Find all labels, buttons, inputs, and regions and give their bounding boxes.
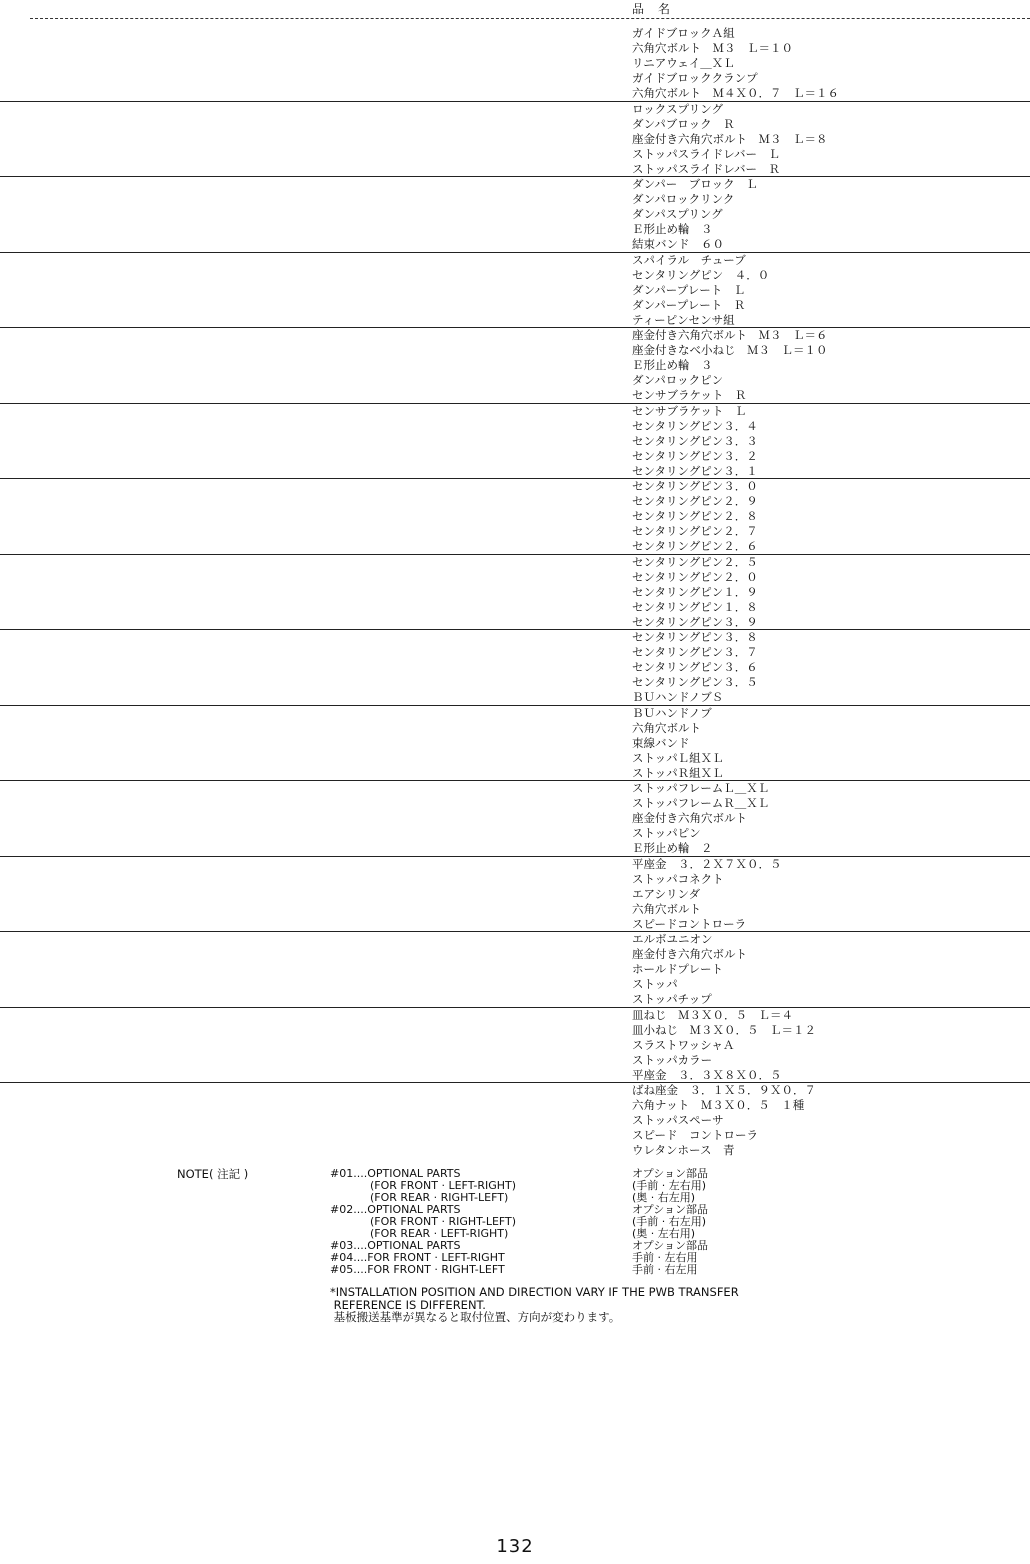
- part-name: ストッパスライドレバー Ｌ: [632, 146, 781, 161]
- note-line-en: (FOR REAR · LEFT-RIGHT): [370, 1227, 509, 1240]
- part-name: 座金付き六角穴ボルト: [632, 811, 747, 826]
- parts-group: [0, 404, 1030, 480]
- part-name: ＢＵハンドノブＳ: [632, 690, 724, 705]
- note-line-en: (FOR REAR · RIGHT-LEFT): [370, 1191, 509, 1204]
- part-name: センサブラケット Ｒ: [632, 388, 747, 403]
- note-line-ja: オプション部品: [632, 1239, 709, 1252]
- part-name: センタリングピン３．６: [632, 660, 758, 675]
- part-name: Ｅ形止め輪 ２: [632, 841, 713, 856]
- note-line-ja: 手前 · 左右用: [632, 1251, 698, 1264]
- part-name: ストッパ: [632, 977, 678, 992]
- part-name: 座金付き六角穴ボルト Ｍ３ Ｌ＝８: [632, 131, 828, 146]
- note-line-ja: (奥 · 左右用): [632, 1227, 696, 1240]
- part-name: ばね座金 ３．１Ｘ５．９Ｘ０．７: [632, 1083, 816, 1097]
- note-line-ja: (手前 · 左右用): [632, 1179, 707, 1192]
- part-name: ストッパＲ組ＸＬ: [632, 765, 724, 780]
- part-name: センタリングピン３．０: [632, 479, 758, 493]
- parts-group: [0, 26, 1030, 102]
- part-name: 六角穴ボルト: [632, 720, 701, 735]
- note-line-en: #01....OPTIONAL PARTS: [330, 1167, 461, 1180]
- part-name: スピードコントローラ: [632, 916, 747, 931]
- part-name: ガイドブロッククランプ: [632, 71, 758, 86]
- parts-group: [0, 555, 1030, 631]
- part-name: 六角穴ボルト Ｍ４Ｘ０．７ Ｌ＝１６: [632, 86, 839, 101]
- parts-group: [0, 781, 1030, 857]
- part-name: センタリングピン１．８: [632, 599, 758, 614]
- installation-note: 基板搬送基準が異なると取付位置、方向が変わります。: [330, 1310, 621, 1324]
- part-name: センタリングピン１．９: [632, 584, 758, 599]
- header-dashed-rule: [30, 18, 1030, 19]
- part-name: 平座金 ３．２Ｘ７Ｘ０．５: [632, 856, 782, 871]
- note-line-en: (FOR FRONT · LEFT-RIGHT): [370, 1179, 517, 1192]
- part-name: Ｅ形止め輪 ３: [632, 222, 713, 237]
- parts-group: [0, 1083, 1030, 1159]
- note-line-en: #02....OPTIONAL PARTS: [330, 1203, 461, 1216]
- part-name: リニアウェイ＿ＸＬ: [632, 56, 735, 71]
- parts-group: [0, 479, 1030, 555]
- part-name: ダンパロックリンク: [632, 192, 735, 207]
- part-name: ストッパチップ: [632, 992, 712, 1007]
- part-name: 束線バンド: [632, 735, 690, 750]
- part-name: センタリングピン３．７: [632, 645, 758, 660]
- part-name: センタリングピン２．９: [632, 494, 758, 509]
- parts-group: [0, 630, 1030, 706]
- part-name: ストッパフレームＬ＿ＸＬ: [632, 781, 770, 795]
- part-name: ストッパコネクト: [632, 871, 724, 886]
- part-name: エルボユニオン: [632, 932, 713, 946]
- part-name: 座金付きなべ小ねじ Ｍ３ Ｌ＝１０: [632, 343, 828, 358]
- note-line-en: #03....OPTIONAL PARTS: [330, 1239, 461, 1252]
- part-name: ストッパスライドレバー Ｒ: [632, 161, 781, 176]
- part-name: センサブラケット Ｌ: [632, 403, 747, 418]
- part-name: ストッパスペーサ: [632, 1113, 724, 1128]
- part-name: 六角穴ボルト: [632, 901, 701, 916]
- note-line-en: #05....FOR FRONT · RIGHT-LEFT: [330, 1263, 505, 1276]
- part-name: スピード コントローラ: [632, 1128, 759, 1143]
- part-name: センタリングピン２．６: [632, 539, 758, 554]
- part-name: センタリングピン２．０: [632, 569, 758, 584]
- part-name: センタリングピン３．４: [632, 418, 758, 433]
- part-name: ダンパスプリング: [632, 207, 723, 222]
- note-line-ja: 手前 · 右左用: [632, 1263, 698, 1276]
- note-line-ja: オプション部品: [632, 1167, 709, 1180]
- part-name: センタリングピン３．９: [632, 614, 758, 629]
- part-name: ダンパブロック Ｒ: [632, 116, 735, 131]
- parts-group: [0, 253, 1030, 329]
- parts-group: [0, 177, 1030, 253]
- parts-group: [0, 1008, 1030, 1084]
- part-name: ウレタンホース 青: [632, 1143, 735, 1158]
- installation-note: REFERENCE IS DIFFERENT.: [330, 1297, 486, 1312]
- notes-title: NOTE( 注記 ): [177, 1167, 249, 1181]
- part-name: センタリングピン３．５: [632, 675, 758, 690]
- part-name: スラストワッシャＡ: [632, 1037, 735, 1052]
- part-name: ストッパＬ組ＸＬ: [632, 750, 724, 765]
- part-name: 座金付き六角穴ボルト Ｍ３ Ｌ＝６: [632, 328, 828, 342]
- part-name: センタリングピン３．３: [632, 433, 758, 448]
- part-name: ガイドブロックＡ組: [632, 26, 735, 40]
- part-name: ロックスプリング: [632, 101, 723, 116]
- part-name: 皿ねじ Ｍ３Ｘ０．５ Ｌ＝４: [632, 1007, 793, 1022]
- part-name: ダンパープレート Ｒ: [632, 297, 746, 312]
- parts-group: [0, 328, 1030, 404]
- column-header-part-name: 品 名: [632, 2, 672, 16]
- page-number: 132: [496, 1536, 534, 1557]
- part-name: センタリングピン ４．０: [632, 267, 770, 282]
- part-name: ダンパー ブロック Ｌ: [632, 177, 758, 191]
- installation-note: *INSTALLATION POSITION AND DIRECTION VARY IF THE PWB TRANSFER: [330, 1285, 739, 1299]
- part-name: ダンパロックピン: [632, 373, 724, 388]
- part-name: 六角穴ボルト Ｍ３ Ｌ＝１０: [632, 41, 793, 56]
- parts-group: [0, 102, 1030, 178]
- note-line-ja: (奥 · 右左用): [632, 1191, 696, 1204]
- part-name: センタリングピン３．８: [632, 630, 758, 644]
- part-name: スパイラル チューブ: [632, 252, 746, 267]
- part-name: 結束バンド ６０: [632, 237, 724, 252]
- note-line-ja: (手前 · 右左用): [632, 1215, 707, 1228]
- part-name: センタリングピン２．５: [632, 554, 758, 569]
- part-name: ホールドプレート: [632, 962, 723, 977]
- part-name: センタリングピン２．７: [632, 524, 758, 539]
- part-name: Ｅ形止め輪 ３: [632, 358, 713, 373]
- note-line-en: #04....FOR FRONT · LEFT-RIGHT: [330, 1251, 505, 1264]
- part-name: センタリングピン２．８: [632, 509, 758, 524]
- part-name: ティーピンセンサ組: [632, 312, 735, 327]
- part-name: ストッパピン: [632, 826, 701, 841]
- parts-group: [0, 932, 1030, 1008]
- part-name: センタリングピン３．１: [632, 463, 758, 478]
- parts-group: [0, 706, 1030, 782]
- parts-group: [0, 857, 1030, 933]
- part-name: ストッパカラー: [632, 1052, 713, 1067]
- part-name: 六角ナット Ｍ３Ｘ０．５ １種: [632, 1098, 805, 1113]
- part-name: センタリングピン３．２: [632, 448, 758, 463]
- note-line-en: (FOR FRONT · RIGHT-LEFT): [370, 1215, 517, 1228]
- part-name: ダンパープレート Ｌ: [632, 282, 746, 297]
- note-line-ja: オプション部品: [632, 1203, 709, 1216]
- part-name: 平座金 ３．３Ｘ８Ｘ０．５: [632, 1067, 782, 1082]
- part-name: エアシリンダ: [632, 886, 701, 901]
- part-name: 座金付き六角穴ボルト: [632, 947, 747, 962]
- part-name: 皿小ねじ Ｍ３Ｘ０．５ Ｌ＝１２: [632, 1022, 816, 1037]
- part-name: ストッパフレームＲ＿ＸＬ: [632, 796, 770, 811]
- part-name: ＢＵハンドノブ: [632, 705, 712, 720]
